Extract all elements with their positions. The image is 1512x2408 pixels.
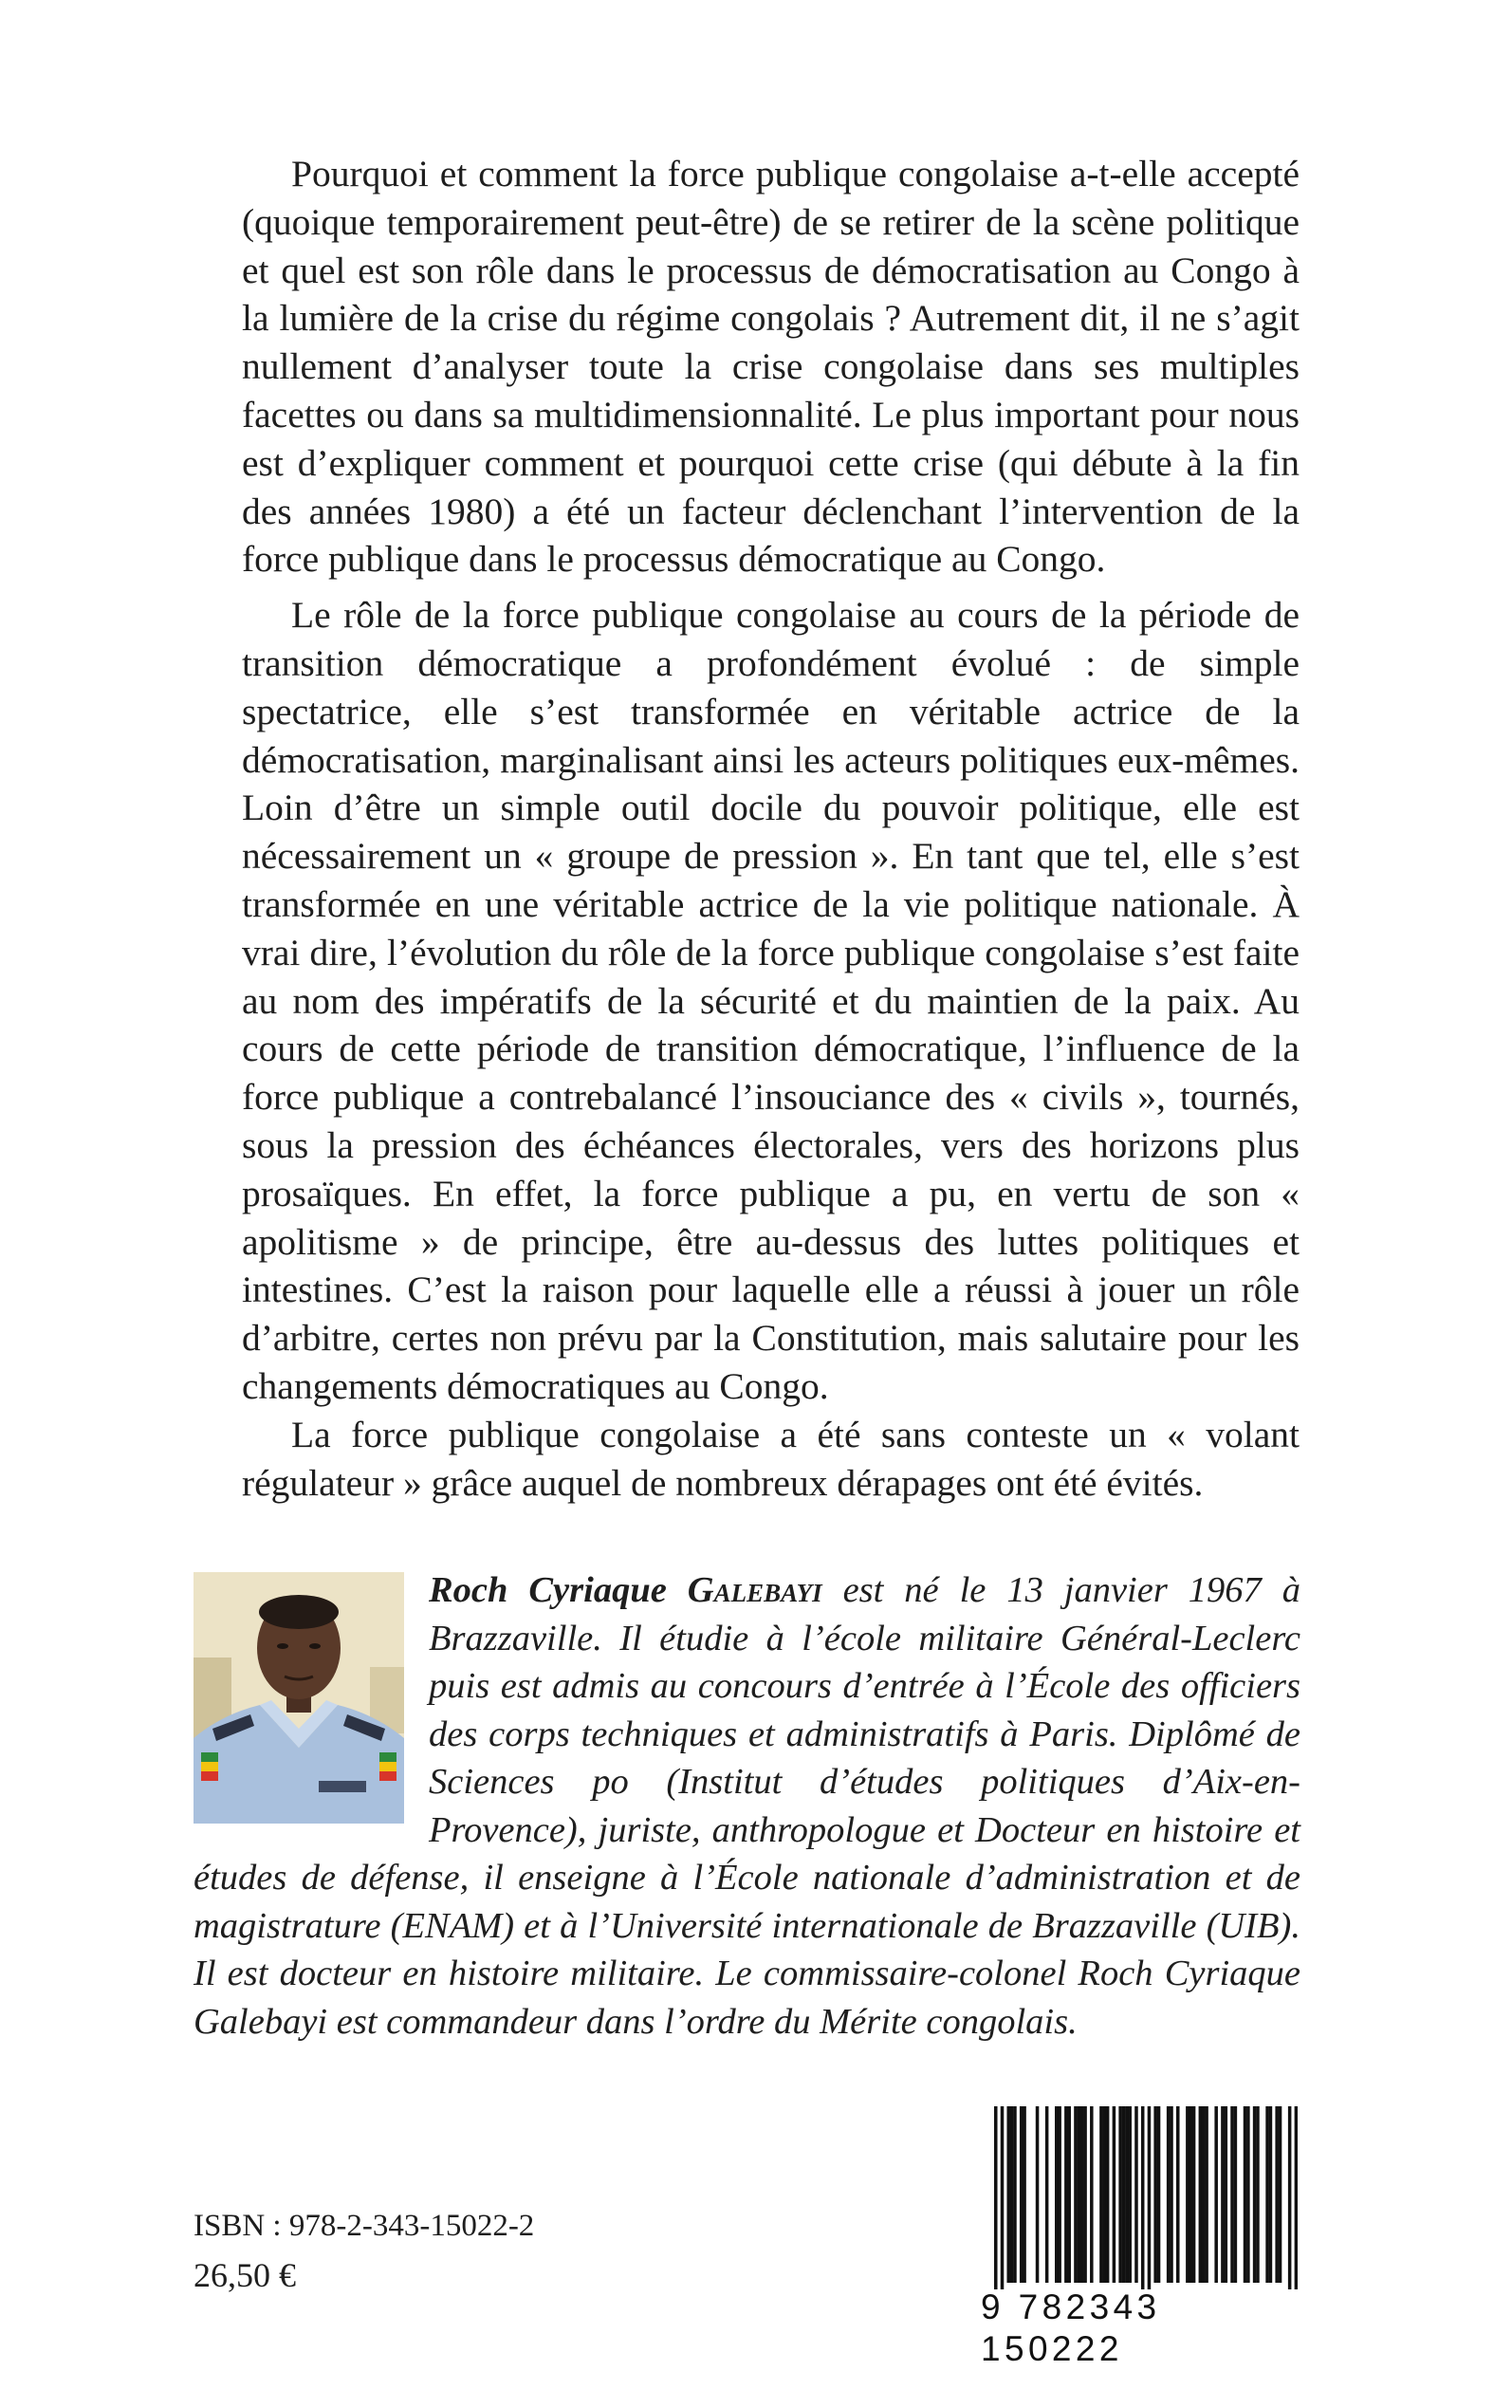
barcode-bar: [1010, 2106, 1014, 2283]
barcode-bar: [1214, 2106, 1218, 2283]
barcode-bar: [1058, 2106, 1061, 2283]
barcode-bar: [1125, 2106, 1129, 2283]
summary-paragraph-2: Le rôle de la force publique congolaise au cours de la période de transition démocratique a profondément évolué : de simple spectatrice, elle s’est transformée en véritable actrice de la démocratisation, marginalisant ainsi les acteurs politiques eux-mêmes. Loin d’être un simple outil docile du pouvoir politique, elle est nécessairement un « groupe de pression ». En tant que tel, elle s’est transformée en une véritable actrice de la vie politique nationale. À vrai dire, l’évolution du rôle de la force publique congolaise s’est faite au nom des impératifs de la sécurité et du maintien de la paix. Au cours de cette période de transition démocratique, l’influence de la force publique a contrebalancé l’insouciance des « civils », tournés, sous la pression des échéances électorales, vers des horizons plus prosaïques. En effet, la force publique a pu, en vertu de son « apolitisme » de principe, être au-dessus des luttes politiques et intestines. C’est la raison pour laquelle elle a réussi à jouer un rôle d’arbitre, certes non prévu par la Constitution, mais salutaire pour les changements démocratiques au Congo.: [242, 594, 1300, 1407]
barcode-bar: [1275, 2106, 1279, 2283]
barcode-bar: [1099, 2106, 1103, 2283]
barcode-bar: [1118, 2106, 1122, 2283]
barcode-bar: [1295, 2106, 1298, 2289]
summary-paragraph-3: La force publique congolaise a été sans conteste un « volant régulateur » grâce auquel de nombreux dérapages ont été évités.: [242, 1413, 1300, 1504]
barcode-bar: [1106, 2106, 1110, 2283]
barcode-bar: [1202, 2106, 1206, 2283]
barcode-bar: [1113, 2106, 1116, 2283]
barcode-bar: [1134, 2106, 1138, 2283]
barcode-bar: [1176, 2106, 1180, 2283]
barcode-bar: [1189, 2106, 1192, 2283]
barcode-bar: [1153, 2106, 1157, 2283]
author-bio: est né le 13 janvier 1967 à Brazzaville. Il étudie à l’école militaire Général-Leclerc puis est admis au concours d’entrée à l’École des officiers des corps techniques et administratifs à Paris. Diplômé de Sciences po (Institut d’études politiques d’Aix-en-Provence), juriste, anthropologue et Docteur en histoire et études de défense, il enseigne à l’École nationale d’administration et de magistrature (ENAM) et à l’Université internationale de Brazzaville (UIB). Il est docteur en histoire militaire. Le commissaire-colonel Roch Cyriaque Galebayi est commandeur dans l’ordre du Mérite congolais.: [194, 1570, 1300, 2042]
summary-paragraph-1: Pourquoi et comment la force publique congolaise a-t-elle accepté (quoique temporairement peut-être) de se retirer de la scène politique et quel est son rôle dans le processus de démocratisation au Congo à la lumière de la crise du régime congolais ? Autrement dit, il ne s’agit nullement d’analyser toute la crise congolaise dans ses multiples facettes ou dans sa multidimensionnalité. Le plus important pour nous est d’expliquer comment et pourquoi cette crise (qui débute à la fin des années 1980) a été un facteur déclenchant l’intervention de la force publique dans le processus démocratique au Congo.: [242, 153, 1300, 581]
barcode-bar: [1045, 2106, 1049, 2283]
barcode-bar: [1064, 2106, 1068, 2283]
barcode-bar: [1234, 2106, 1238, 2283]
barcode-bar: [1036, 2106, 1040, 2283]
barcode-bar: [994, 2106, 998, 2289]
barcode-bar: [1020, 2106, 1023, 2283]
barcode-bar: [1167, 2106, 1171, 2283]
barcode-bar: [1078, 2106, 1081, 2283]
price-text: 26,50 €: [194, 2256, 296, 2294]
author-biography: [194, 1566, 1300, 2046]
barcode-digits: 9 782343 150222: [981, 2288, 1161, 2368]
barcode-bar: [1170, 2106, 1173, 2283]
barcode-bar: [1246, 2106, 1250, 2283]
author-portrait-image: [194, 1572, 404, 1824]
isbn-text: ISBN : 978-2-343-15022-2: [194, 2209, 535, 2243]
barcode-bar: [1080, 2106, 1084, 2283]
barcode-bar: [1244, 2106, 1247, 2283]
barcode-bar: [1122, 2106, 1126, 2283]
barcode-bar: [1074, 2106, 1078, 2283]
barcode-bar: [1265, 2106, 1269, 2283]
barcode-bar: [1230, 2106, 1234, 2283]
barcode-bar: [1067, 2106, 1071, 2283]
barcode-bar: [1001, 2106, 1005, 2289]
barcode-bar: [1083, 2106, 1087, 2283]
barcode: [994, 2106, 1298, 2289]
barcode-bar: [1192, 2106, 1196, 2283]
back-cover-summary: [242, 150, 1300, 1507]
barcode-bar: [1221, 2106, 1225, 2283]
barcode-bar: [1023, 2106, 1026, 2283]
barcode-bar: [1253, 2106, 1257, 2283]
barcode-bar: [1141, 2106, 1145, 2289]
barcode-bar: [1148, 2106, 1152, 2289]
publication-info: [194, 2201, 534, 2300]
barcode-bar: [1055, 2106, 1059, 2283]
barcode-bar: [1006, 2106, 1010, 2283]
author-name: Roch Cyriaque Galebayi: [429, 1570, 822, 1610]
barcode-bar: [1128, 2106, 1132, 2283]
barcode-bar: [1157, 2106, 1161, 2283]
barcode-bar: [1103, 2106, 1107, 2283]
barcode-bar: [1205, 2106, 1208, 2283]
barcode-bar: [1013, 2106, 1017, 2283]
barcode-bar: [1279, 2106, 1282, 2283]
barcode-bar: [1225, 2106, 1228, 2283]
author-photo: [194, 1572, 404, 1824]
barcode-bar: [1288, 2106, 1292, 2289]
barcode-bar: [1199, 2106, 1203, 2283]
barcode-bar: [1090, 2106, 1094, 2283]
barcode-bar: [1256, 2106, 1260, 2283]
barcode-bar: [1186, 2106, 1189, 2283]
barcode-bar: [1269, 2106, 1273, 2283]
